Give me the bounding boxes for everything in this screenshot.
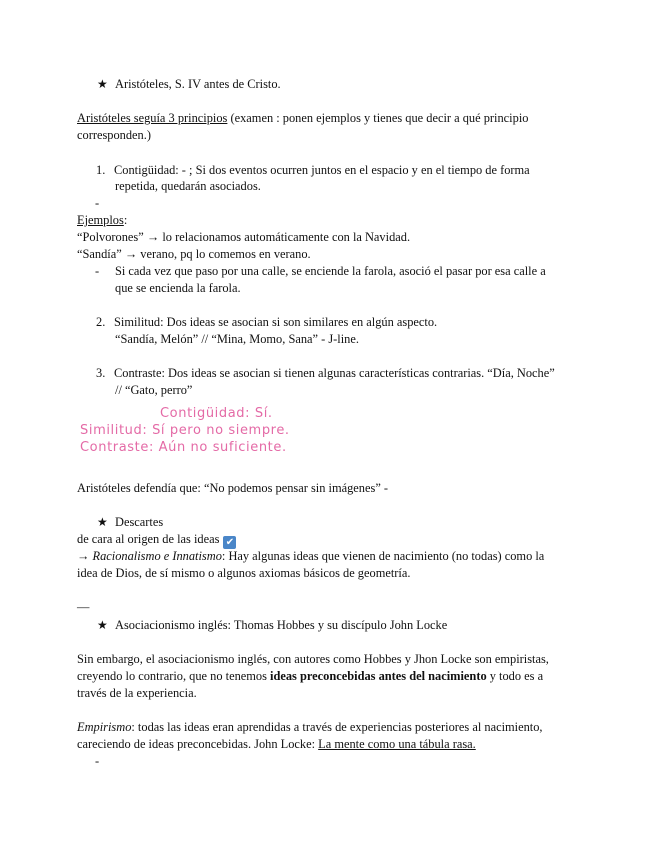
- descartes-line1-text: de cara al origen de las ideas: [77, 532, 220, 546]
- principios-intro-line2: corresponden.): [77, 128, 151, 142]
- star-icon: ★: [97, 77, 108, 91]
- empirismo-line2: [77, 736, 476, 753]
- list-number: 2.: [96, 315, 106, 329]
- principle-2-text: Similitud: Dos ideas se asocian si son similares en algún aspecto.: [114, 315, 438, 329]
- example-sandia: “Sandía” → verano, pq lo comemos en verano.: [77, 247, 311, 261]
- list-number: 1.: [96, 163, 106, 177]
- asoc-line2-start: creyendo lo contrario, que no tenemos: [77, 669, 271, 683]
- empirismo-line1: [77, 719, 543, 736]
- principle-2-line2: “Sandía, Melón” // “Mina, Momo, Sana” - J-line.: [115, 332, 359, 346]
- empirismo-line2-start: careciendo de ideas preconcebidas. John Locke:: [77, 737, 319, 751]
- descartes-line1: [77, 531, 236, 549]
- asoc-bold-phrase: ideas preconcebidas antes del nacimiento: [270, 669, 487, 683]
- example-farola: Si cada vez que paso por una calle, se enciende la farola, asoció el pasar por esa calle a: [115, 264, 546, 278]
- handwritten-contraste: Contraste: Aún no suficiente.: [80, 440, 287, 455]
- principle-3: [96, 365, 555, 382]
- handwritten-similitud: Similitud: Sí pero no siempre.: [80, 423, 290, 438]
- asoc-line2-end: y todo es a: [486, 669, 544, 683]
- principle-3-line2: // “Gato, perro”: [115, 383, 193, 397]
- racionalismo-label: Racionalismo e Innatismo: [92, 549, 222, 563]
- checkmark-icon: ✔: [223, 536, 236, 549]
- empirismo-rest: : todas las ideas eran aprendidas a través de experiencias posteriores al nacimiento,: [131, 720, 543, 734]
- list-number: 3.: [96, 366, 106, 380]
- star-icon: ★: [97, 515, 108, 529]
- example-polvorones: “Polvorones” → lo relacionamos automáticamente con la Navidad.: [77, 230, 411, 244]
- descartes-line3: idea de Dios, de sí mismo o algunos axiomas básicos de geometría.: [77, 566, 411, 580]
- descartes-line2-rest: : Hay algunas ideas que vienen de nacimiento (no todas) como la: [221, 549, 545, 563]
- descartes-line2: [77, 548, 544, 565]
- ejemplos-heading: [77, 212, 127, 229]
- principios-intro-rest: (examen : ponen ejemplos y tienes que decir a qué principio: [227, 111, 529, 125]
- principle-1-line2: repetida, quedarán asociados.: [115, 179, 261, 193]
- principios-link: Aristóteles seguía 3 principios: [77, 111, 228, 125]
- principle-1: [96, 162, 530, 179]
- handwritten-contiguidad: Contigüidad: Sí.: [160, 406, 273, 421]
- empirismo-label: Empirismo: [77, 720, 132, 734]
- aristoteles-quote: Aristóteles defendía que: “No podemos pensar sin imágenes” -: [77, 481, 389, 495]
- dash-bullet: -: [95, 264, 100, 278]
- arrow-text: →: [77, 549, 93, 563]
- star-icon: ★: [97, 618, 108, 632]
- ejemplos-label: Ejemplos: [77, 213, 124, 227]
- principle-2: [96, 314, 437, 331]
- bullet-asociacionismo: [97, 617, 447, 634]
- asoc-paragraph-line3: través de la experiencia.: [77, 686, 197, 700]
- principle-1-text: Contigüidad: - ; Si dos eventos ocurren juntos en el espacio y en el tiempo de forma: [114, 163, 530, 177]
- separator: —: [77, 600, 90, 614]
- principle-3-text: Contraste: Dos ideas se asocian si tienen algunas características contrarias. “Día, Noche”: [114, 366, 555, 380]
- aristoteles-heading: Aristóteles, S. IV antes de Cristo.: [115, 77, 281, 91]
- example-farola-line2: que se encienda la farola.: [115, 281, 241, 295]
- asoc-paragraph-line1: Sin embargo, el asociacionismo inglés, con autores como Hobbes y Jhon Locke son empiristas,: [77, 652, 549, 666]
- asociacionismo-heading: Asociacionismo inglés: Thomas Hobbes y su discípulo John Locke: [115, 618, 448, 632]
- descartes-heading: Descartes: [115, 515, 164, 529]
- asoc-paragraph-line2: [77, 668, 543, 685]
- dash-bullet: -: [95, 754, 100, 768]
- bullet-aristoteles: [97, 76, 281, 93]
- ejemplos-colon: :: [123, 213, 128, 227]
- tabula-rasa-link: La mente como una tábula rasa.: [318, 737, 476, 751]
- bullet-descartes: [97, 514, 163, 531]
- principios-intro: [77, 110, 528, 127]
- dash-bullet: -: [95, 196, 100, 210]
